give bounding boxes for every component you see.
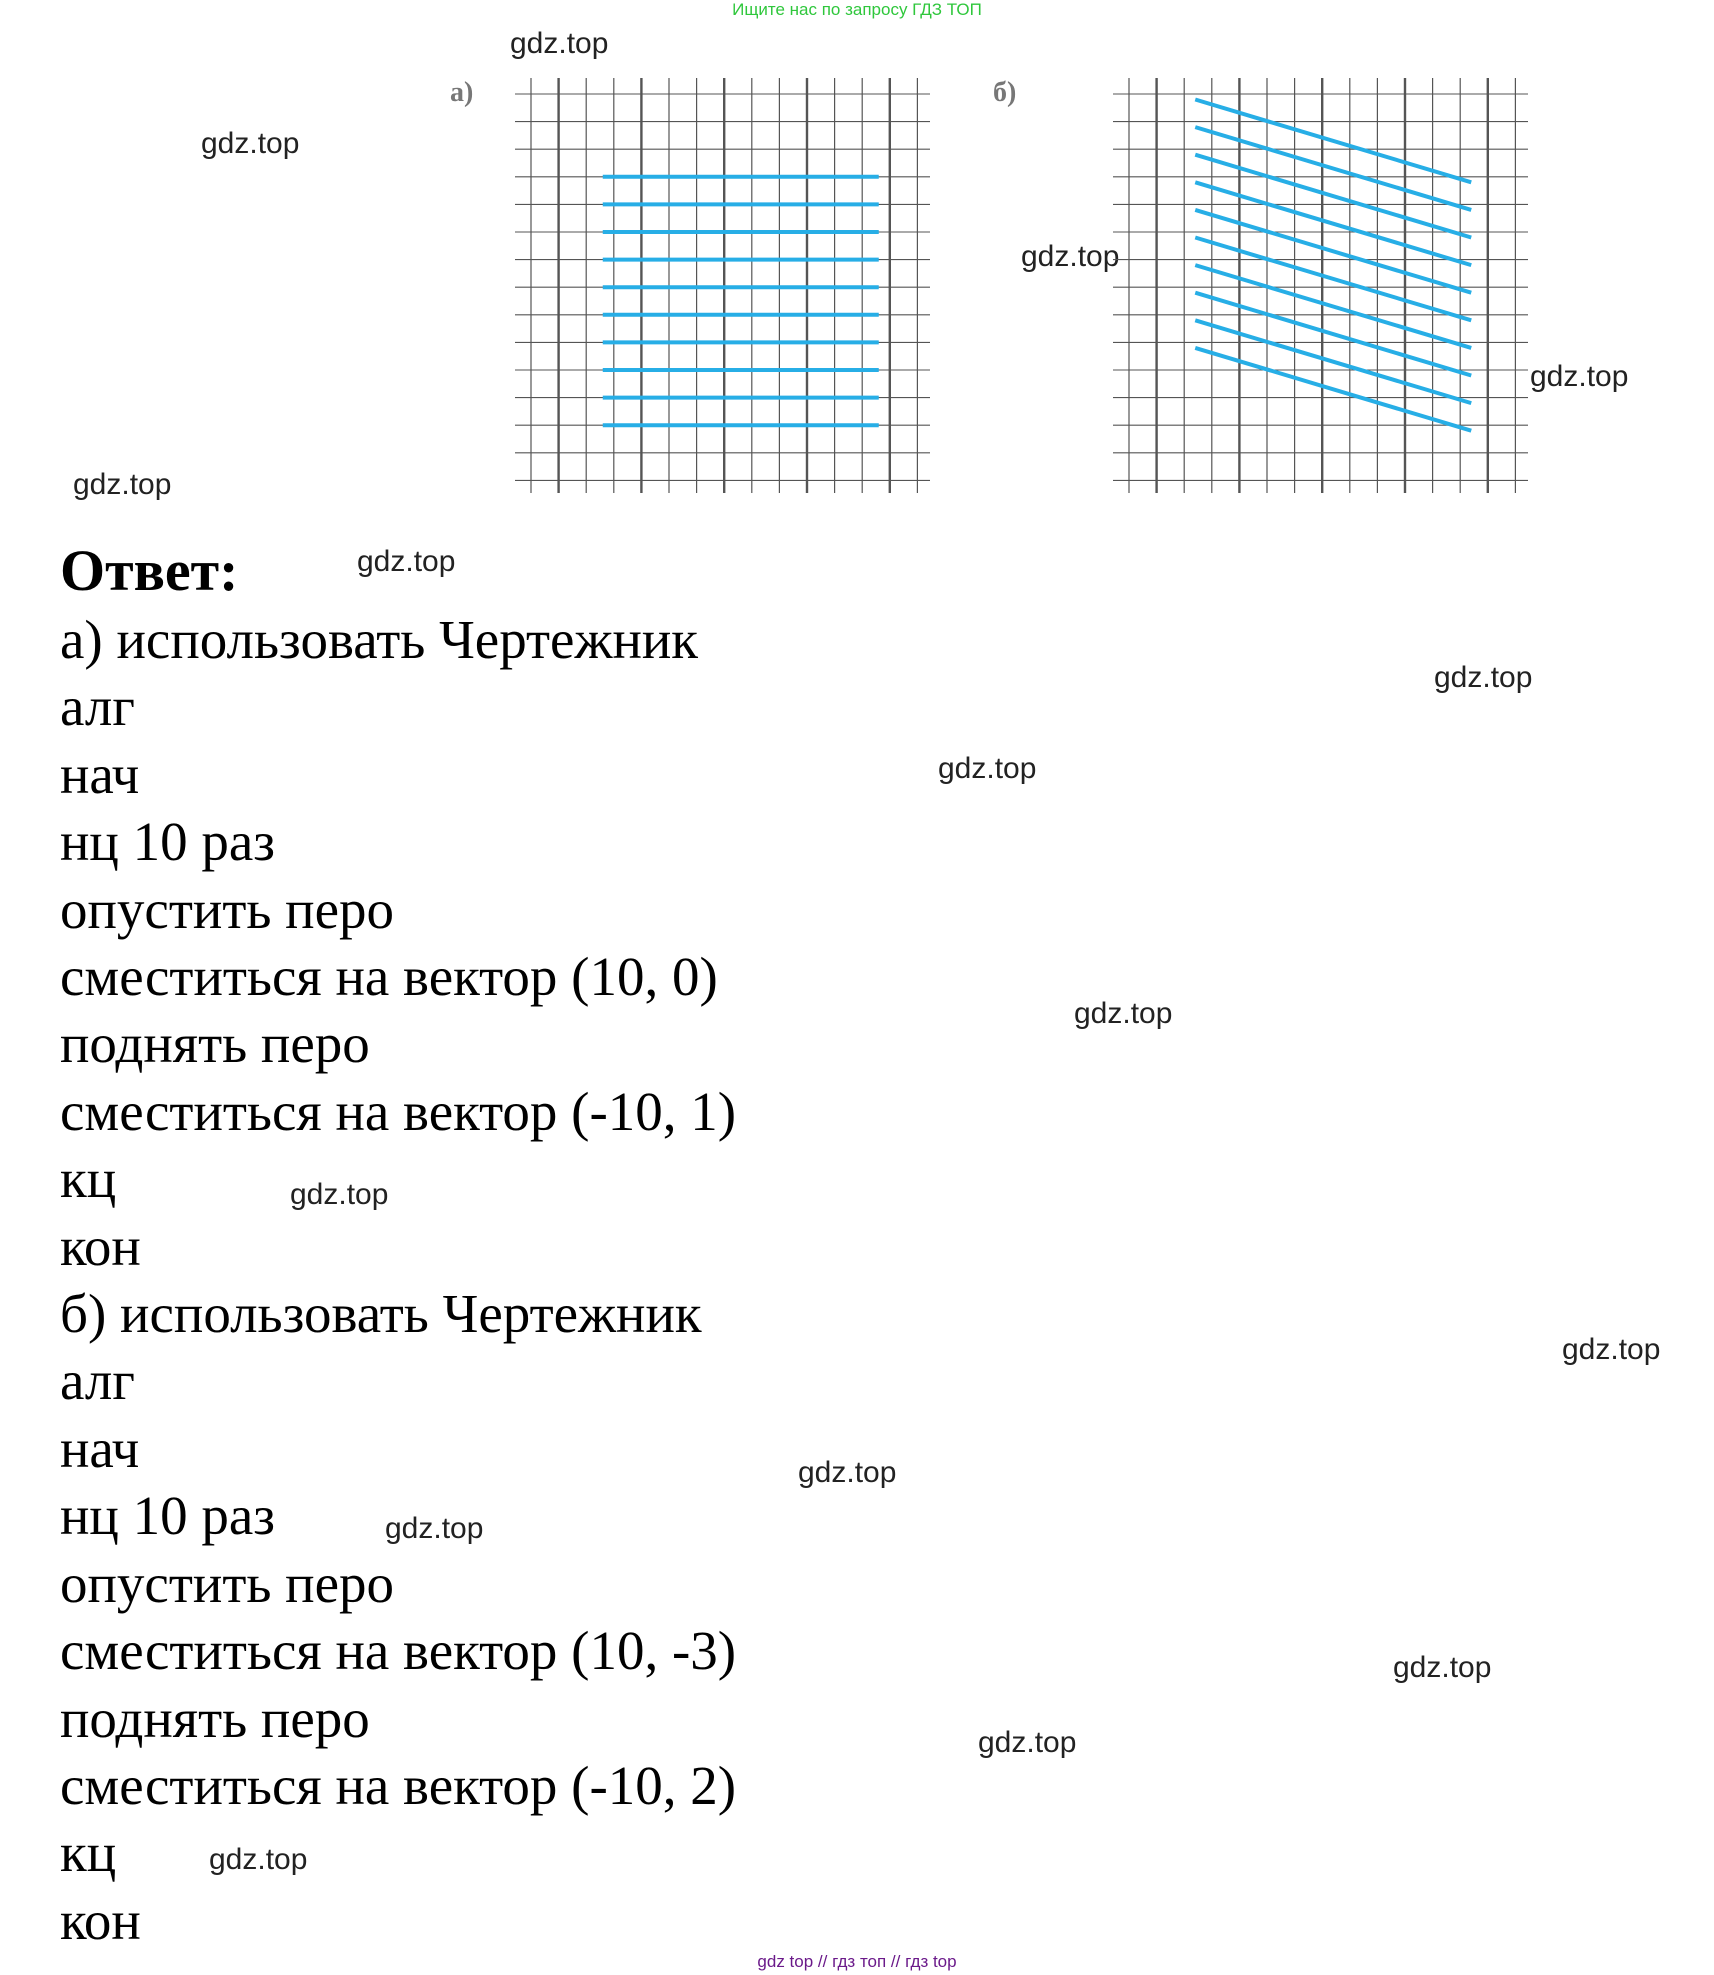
code-line: алг	[60, 676, 135, 738]
watermark: gdz.top	[510, 27, 609, 60]
figure-b-label: б)	[993, 77, 1017, 108]
search-banner[interactable]: Ищите нас по запросу ГДЗ ТОП	[732, 0, 982, 19]
watermark: gdz.top	[385, 1512, 484, 1545]
watermark: gdz.top	[1393, 1651, 1492, 1684]
code-line: поднять перо	[60, 1013, 370, 1075]
code-line: б) использовать Чертежник	[60, 1283, 702, 1345]
footer-links[interactable]: gdz top // гдз топ // гдз top	[757, 1952, 957, 1971]
program-b	[60, 1280, 736, 1954]
code-line: нц 10 раз	[60, 1485, 276, 1547]
code-line: кц	[60, 1148, 117, 1210]
watermark: gdz.top	[1021, 240, 1120, 273]
code-line: кон	[60, 1215, 141, 1277]
figure-a-label: а)	[450, 77, 474, 108]
code-line: сместиться на вектор (-10, 1)	[60, 1080, 737, 1142]
answer-block	[60, 536, 736, 1954]
code-line: опустить перо	[60, 878, 395, 940]
code-line: сместиться на вектор (10, -3)	[60, 1620, 737, 1682]
watermark: gdz.top	[290, 1178, 389, 1211]
figure-b-grid	[1113, 78, 1528, 493]
watermark: gdz.top	[1562, 1333, 1661, 1366]
code-line: алг	[60, 1350, 135, 1412]
watermark: gdz.top	[938, 752, 1037, 785]
code-line: сместиться на вектор (-10, 2)	[60, 1754, 737, 1816]
code-line: нач	[60, 1417, 140, 1479]
code-line: кон	[60, 1889, 141, 1951]
watermark: gdz.top	[209, 1843, 308, 1876]
code-line: сместиться на вектор (10, 0)	[60, 946, 718, 1008]
code-line: кц	[60, 1822, 117, 1884]
code-line: нач	[60, 743, 140, 805]
code-line: нц 10 раз	[60, 811, 276, 873]
watermark: gdz.top	[1530, 360, 1629, 393]
figure-a-grid	[515, 78, 930, 493]
watermark: gdz.top	[357, 545, 456, 578]
program-a	[60, 606, 736, 1280]
code-line: а) использовать Чертежник	[60, 609, 699, 670]
watermark: gdz.top	[978, 1726, 1077, 1759]
watermark: gdz.top	[73, 468, 172, 501]
watermark: gdz.top	[1434, 661, 1533, 694]
watermark: gdz.top	[201, 127, 300, 160]
answer-title: Ответ:	[60, 538, 239, 603]
code-line: поднять перо	[60, 1687, 370, 1749]
code-line: опустить перо	[60, 1552, 395, 1614]
watermark: gdz.top	[798, 1456, 897, 1489]
watermark: gdz.top	[1074, 997, 1173, 1030]
